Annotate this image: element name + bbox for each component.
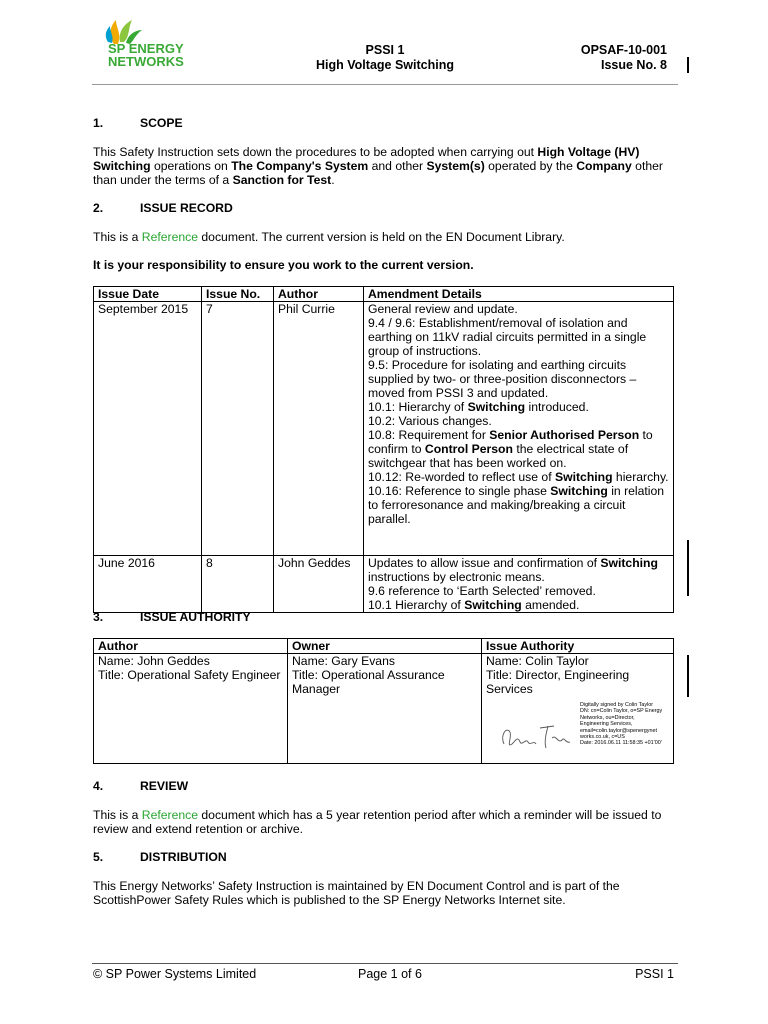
row1-date: September 2015 bbox=[94, 302, 202, 556]
issue-record-table bbox=[93, 286, 674, 613]
table-header-row bbox=[94, 639, 674, 654]
table-row bbox=[94, 556, 674, 613]
row1-author: Phil Currie bbox=[274, 302, 364, 556]
footer-doc-code: PSSI 1 bbox=[635, 967, 674, 981]
section-1-title: SCOPE bbox=[140, 116, 183, 130]
responsibility-note: It is your responsibility to ensure you work to the current version. bbox=[93, 258, 474, 272]
section-2-number: 2. bbox=[93, 201, 104, 215]
issue-authority-cell: Name: Colin Taylor Title: Director, Engineering Services bbox=[482, 654, 674, 764]
footer-copyright: © SP Power Systems Limited bbox=[93, 967, 257, 981]
section-2-title: ISSUE RECORD bbox=[140, 201, 233, 215]
footer-page-number: Page 1 of 6 bbox=[358, 967, 422, 981]
table-row bbox=[94, 302, 674, 556]
scope-paragraph: This Safety Instruction sets down the procedures to be adopted when carrying out High Voltage (HV) Switching operations on The Company's System and other System(s) operated by the Company other than under the terms of a Sanction for Test. bbox=[93, 145, 663, 188]
issue-number: Issue No. 8 bbox=[601, 58, 667, 72]
col-author: Author bbox=[274, 287, 364, 302]
section-4-title: REVIEW bbox=[140, 779, 189, 793]
issue-record-paragraph: This is a Reference document. The current version is held on the EN Document Library. bbox=[93, 230, 565, 244]
handwritten-signature bbox=[496, 714, 576, 756]
section-5-title: DISTRIBUTION bbox=[140, 850, 227, 864]
doc-ref: OPSAF-10-001 bbox=[580, 43, 667, 57]
review-paragraph: This is a Reference document which has a 5 year retention period after which a reminder will be issued to review and extend retention or archive. bbox=[93, 808, 662, 837]
section-1-number: 1. bbox=[93, 116, 104, 130]
col-owner: Owner bbox=[288, 639, 482, 654]
header-change-bar bbox=[687, 57, 689, 73]
row2-author: John Geddes bbox=[274, 556, 364, 613]
section-3-title: ISSUE AUTHORITY bbox=[140, 610, 251, 624]
logo-wordmark bbox=[108, 42, 184, 68]
col-author: Author bbox=[94, 639, 288, 654]
row2-date: June 2016 bbox=[94, 556, 202, 613]
footer-rule bbox=[92, 963, 678, 964]
distribution-paragraph: This Energy Networks’ Safety Instruction is maintained by EN Document Control and is part of the ScottishPower Safety Rules which is published to the SP Energy Networks Internet site. bbox=[93, 879, 620, 908]
row1-details: General review and update. 9.4 / 9.6: Establishment/removal of isolation and earthing on 11kV radial circuits permitted in a single group of instructions. 9.5: Procedure for isolating and earthing circuits supplied by two- or three-position disconnectors – moved from PSSI 3 and updated. 10.1: Hierarchy of Switching introduced. 10.2: Various changes. 10.8: Requirement for Senior Authorised Person to confirm to Control Person the electrical state of switchgear that has been worked on. 10.12: Re-worded to reflect use of Switching hierarchy. 10.16: Reference to single phase Switching in relation to ferroresonance and making/breaking a circuit parallel. bbox=[364, 302, 674, 556]
change-bar-authority bbox=[687, 655, 689, 697]
reference-link[interactable]: Reference bbox=[141, 808, 198, 822]
row2-details: Updates to allow issue and confirmation of Switching instructions by electronic means. 9.6 reference to ‘Earth Selected’ removed. 10.1 Hierarchy of Switching amended. bbox=[364, 556, 674, 613]
digital-signature-details: Digitally signed by Colin Taylor DN: cn=Colin Taylor, o=SP Energy Networks, ou=Director, Engineering Services, email=colin.taylor@spenergynet works.co.uk, c=US Date: 2016.06.11 11:58:35 +01'00' bbox=[580, 702, 663, 747]
section-5-number: 5. bbox=[93, 850, 104, 864]
section-3-number: 3. bbox=[93, 610, 104, 624]
logo-line-2: NETWORKS bbox=[108, 54, 184, 69]
col-issue-no: Issue No. bbox=[202, 287, 274, 302]
author-cell: Name: John Geddes Title: Operational Safety Engineer bbox=[94, 654, 288, 764]
row1-no: 7 bbox=[202, 302, 274, 556]
reference-link[interactable]: Reference bbox=[141, 230, 198, 244]
header-rule bbox=[92, 84, 678, 85]
owner-cell: Name: Gary Evans Title: Operational Assurance Manager bbox=[288, 654, 482, 764]
header-center bbox=[280, 43, 490, 73]
doc-title: High Voltage Switching bbox=[316, 58, 454, 72]
doc-code: PSSI 1 bbox=[365, 43, 405, 57]
row2-no: 8 bbox=[202, 556, 274, 613]
col-issue-date: Issue Date bbox=[94, 287, 202, 302]
section-4-number: 4. bbox=[93, 779, 104, 793]
col-issue-authority: Issue Authority bbox=[482, 639, 674, 654]
change-bar-row2 bbox=[687, 540, 689, 596]
table-header-row bbox=[94, 287, 674, 302]
logo-line-1: SP ENERGY bbox=[108, 41, 184, 56]
header-right bbox=[560, 43, 667, 73]
col-amendment-details: Amendment Details bbox=[364, 287, 674, 302]
